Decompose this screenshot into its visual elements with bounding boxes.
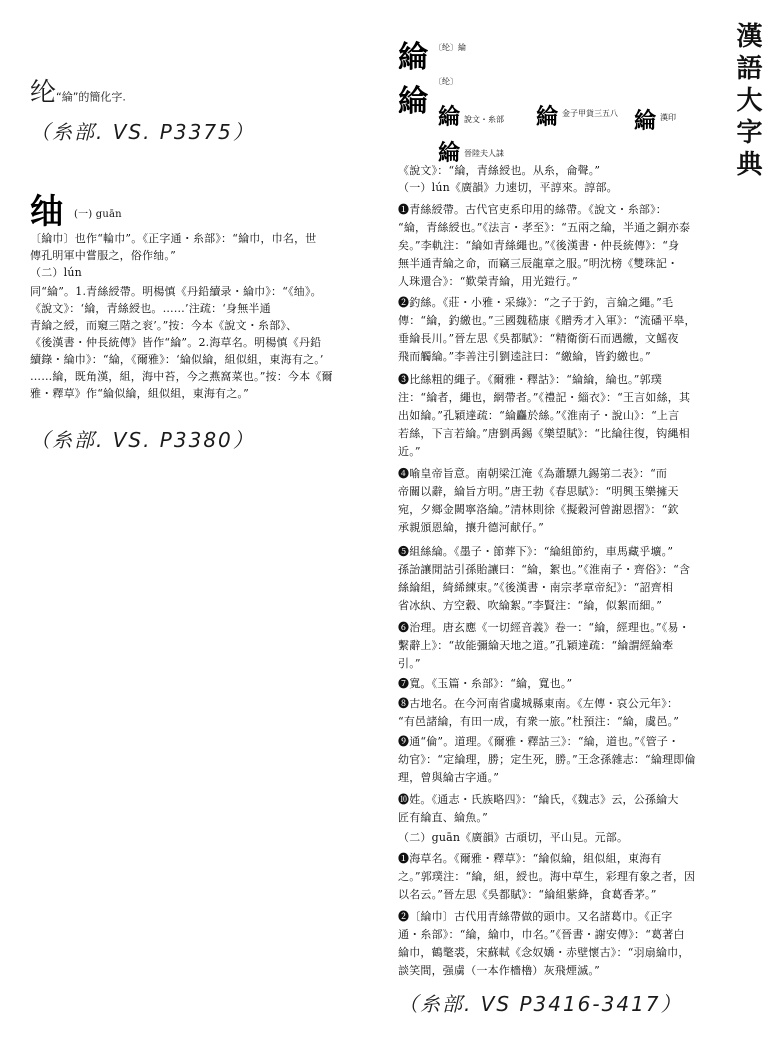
lun-line: ❽古地名。在今河南省虞城縣東南。《左傳・哀公元年》： [398,697,679,710]
lun-line: ❾通“倫”。道理。《爾雅・釋詁三》：“綸，道也。”《管子・ [398,735,680,748]
dictionary-title [728,22,762,182]
lun-line: 引。” [398,657,421,670]
lun-line: ❸比絲粗的繩子。《爾雅・釋詁》：“綸綸，綸也。”郭璞 [398,373,662,386]
entry-char-xi: 䌷 [30,192,64,232]
xi-line: ……綸，既角漢，組，海中苔，今之燕窩菜也。”按：今本《爾 [30,370,333,383]
variant-char-4: 綸 [438,140,461,166]
lun-line: 注：“綸者，繩也，網帶者。”《禮記・緇衣》：“王言如絲，其 [398,391,691,404]
handwritten-simplified-note [30,72,126,109]
variant-note-3: 漢印 [660,113,676,122]
lun-line: ❶青絲綬帶。古代官吏系印用的絲帶。《說文・糸部》： [398,203,667,216]
lun-line: 矣。”李軌注：“綸如青絲繩也。”《後漢書・仲長統傳》：“身 [398,239,680,252]
lun-line: 《說文》：“綸，青絲綬也。从糸，侖聲。” [398,164,601,177]
xi-line: 傳孔明軍中嘗服之，俗作䌷。” [30,249,176,262]
lun-line: 出如綸。”孔穎達疏：“綸麤於絲。”《淮南子・說山》：“上言 [398,409,680,422]
handwritten-char: 纶 [30,78,57,108]
lun-line: 綸巾，鶴氅裘，宋蘇軾《念奴嬌・赤壁懷古》：“羽扇綸巾， [398,946,690,959]
lun-line: 近。” [398,445,421,458]
lun-line: 通・糸部》：“綸，綸巾，巾名。”《晉書・謝安傳》：“葛著白 [398,928,685,941]
handwritten-reference-2: （糸部. VS. P3380） [30,428,255,452]
lun-line: ❻治理。唐玄應《一切經音義》卷一：“綸，經理也。”《易・ [398,621,690,634]
lun-line: ❷〔綸巾〕古代用青絲帶做的頭巾。又名諸葛巾。《正字 [398,910,673,923]
xi-heading: (一) guān [74,209,122,220]
xi-line: 青綸之綬，而窺三階之衮’。”按：今本《說文・糸部》、 [30,319,298,332]
lun-line: 孫詒讓閒詁引孫貽讓曰：“綸，絮也。”《淮南子・齊俗》：“含 [398,563,691,576]
head-note: 〔纶〕綸 [434,43,466,52]
head-char: 綸 [398,40,428,75]
lun-line: （二）guān《廣韻》古頑切，平山見。元部。 [398,831,629,844]
lun-line: ❺組絲綸。《墨子・節葬下》：“綸組節約，車馬藏乎壙。” [398,545,674,558]
lun-line: 承親頒恩綸，攘升德河献仔。” [398,521,544,534]
handwritten-reference-1: （糸部. VS. P3375） [30,120,255,144]
head2-note: 〔纶〕 [434,77,458,86]
lun-line: 以名云。”晉左思《吳都賦》：“綸組紫絳，食葛香茅。” [398,888,657,901]
lun-line: 若絲，下言若綸。”唐劉禹錫《樂望賦》：“比綸往復，钩縄相 [398,427,690,440]
lun-line: ❶海草名。《爾雅・釋草》：“綸似綸，組似組，東海有 [398,852,662,865]
xi-line: 《說文》：‘綸，青絲綬也。……’注疏：‘身無半通 [30,302,271,315]
lun-line: 人珠還合》：“歎榮青綸，用光鎧行。” [398,275,578,288]
lun-line: “有邑諸綸，有田一成，有衆一旅。”杜預注：“綸，虞邑。” [398,715,680,728]
xi-line: 《後漢書・仲長統傳》皆作“綸”。2.海草名。明楊慎《丹鉛 [30,336,322,349]
lun-line: 帝關以辭，綸旨方明。”唐王勃《春思賦》：“明興玉樂擁天 [398,485,679,498]
lun-line: 匠有綸直、綸魚。” [398,811,488,824]
lun-line: 絲綸組，綺絺練束。”《後漢書・南宗孝章帝紀》：“詔齊相 [398,581,674,594]
lun-line: 宛，夕鄉金闕寧洛綸。”清林則徐《擬穀河曾謝恩摺》：“欽 [398,503,679,516]
lun-line: 繫辭上》：“故能彌綸天地之道。”孔穎達疏：“綸謂經綸牽 [398,639,674,652]
xi-line: 雅・釋草》作“綸似綸，組似組，東海有之。” [30,387,249,400]
lun-line: ❷釣絲。《莊・小雅・采綠》：“之子于釣，言綸之繩。”毛 [398,296,674,309]
lun-line: 幼官》：“定綸理，勝；定生死，勝。”王念孫雜志：“綸理即倫 [398,753,696,766]
lun-line: 垂綸長川。”晉左思《吳都賦》：“精衛銜石而遇繳，文鰩夜 [398,332,679,345]
variant-char-3: 綸 [634,108,657,134]
lun-line: ❹喻皇帝旨意。南朝梁江淹《為蕭驃九錫第二表》：“而 [398,467,668,480]
lun-line: ❼寬。《玉篇・糸部》：“綸，寬也。” [398,677,573,690]
lun-line: 省冰紈、方空縠、吹綸絮。”李賢注：“綸，似絮而細。” [398,599,663,612]
xi-line: 同“綸”。1.青絲綬帶。明楊慎《丹鉛續录・綸巾》：“《䌷》。 [30,285,322,298]
dictionary-title-text: 漢語大字典 [732,22,762,182]
head-char-2: 綸 [398,84,428,119]
lun-line: 之。”郭璞注：“綸，組，綬也。海中草生，彩理有象之者，因 [398,870,696,883]
lun-line: 傳：“綸，釣繳也。”三國魏嵇康《贈秀才入軍》：“流磻平皋， [398,314,696,327]
variant-note-2: 金子甲貨三五八 [562,109,618,118]
variant-note-1: 說文・糸部 [464,115,504,124]
lun-line: “綸，青絲綬也。”《法言・孝至》：“五兩之綸，半通之銅亦泰 [398,221,691,234]
variant-char-2: 綸 [536,104,559,130]
xi-line: 續錄・綸巾》：“綸，《爾雅》：‘綸似綸，組似組，東海有之。’ [30,353,324,366]
handwritten-reference-3: （糸部. VS P3416-3417） [398,992,683,1016]
lun-line: 理，曾與綸古字通。” [398,771,500,784]
lun-line: 無半通青綸之命，而竊三辰龍章之服。”明沈榜《雙珠記・ [398,257,679,270]
handwritten-note-text: “綸”的簡化字. [56,90,126,104]
variant-note-4: 晉陸夫人誄 [464,149,504,158]
xi-line: 〔綸巾〕也作“輪巾”。《正字通・糸部》：“綸巾，巾名，世 [30,232,317,245]
lun-line: 談笑間，强虜（一本作檣櫓）灰飛煙滅。” [398,964,600,977]
xi-line: （二）lún [30,266,82,279]
variant-char-1: 綸 [438,104,461,130]
lun-line: 飛而觸綸。”李善注引劉逵註曰：“繳綸，皆釣繳也。” [398,350,651,363]
lun-line: ❿姓。《通志・氏族略四》：“綸氏，《魏志》云，公孫綸大 [398,793,679,806]
lun-line: （一）lún《廣韻》力速切，平諄來。諄部。 [398,181,618,194]
